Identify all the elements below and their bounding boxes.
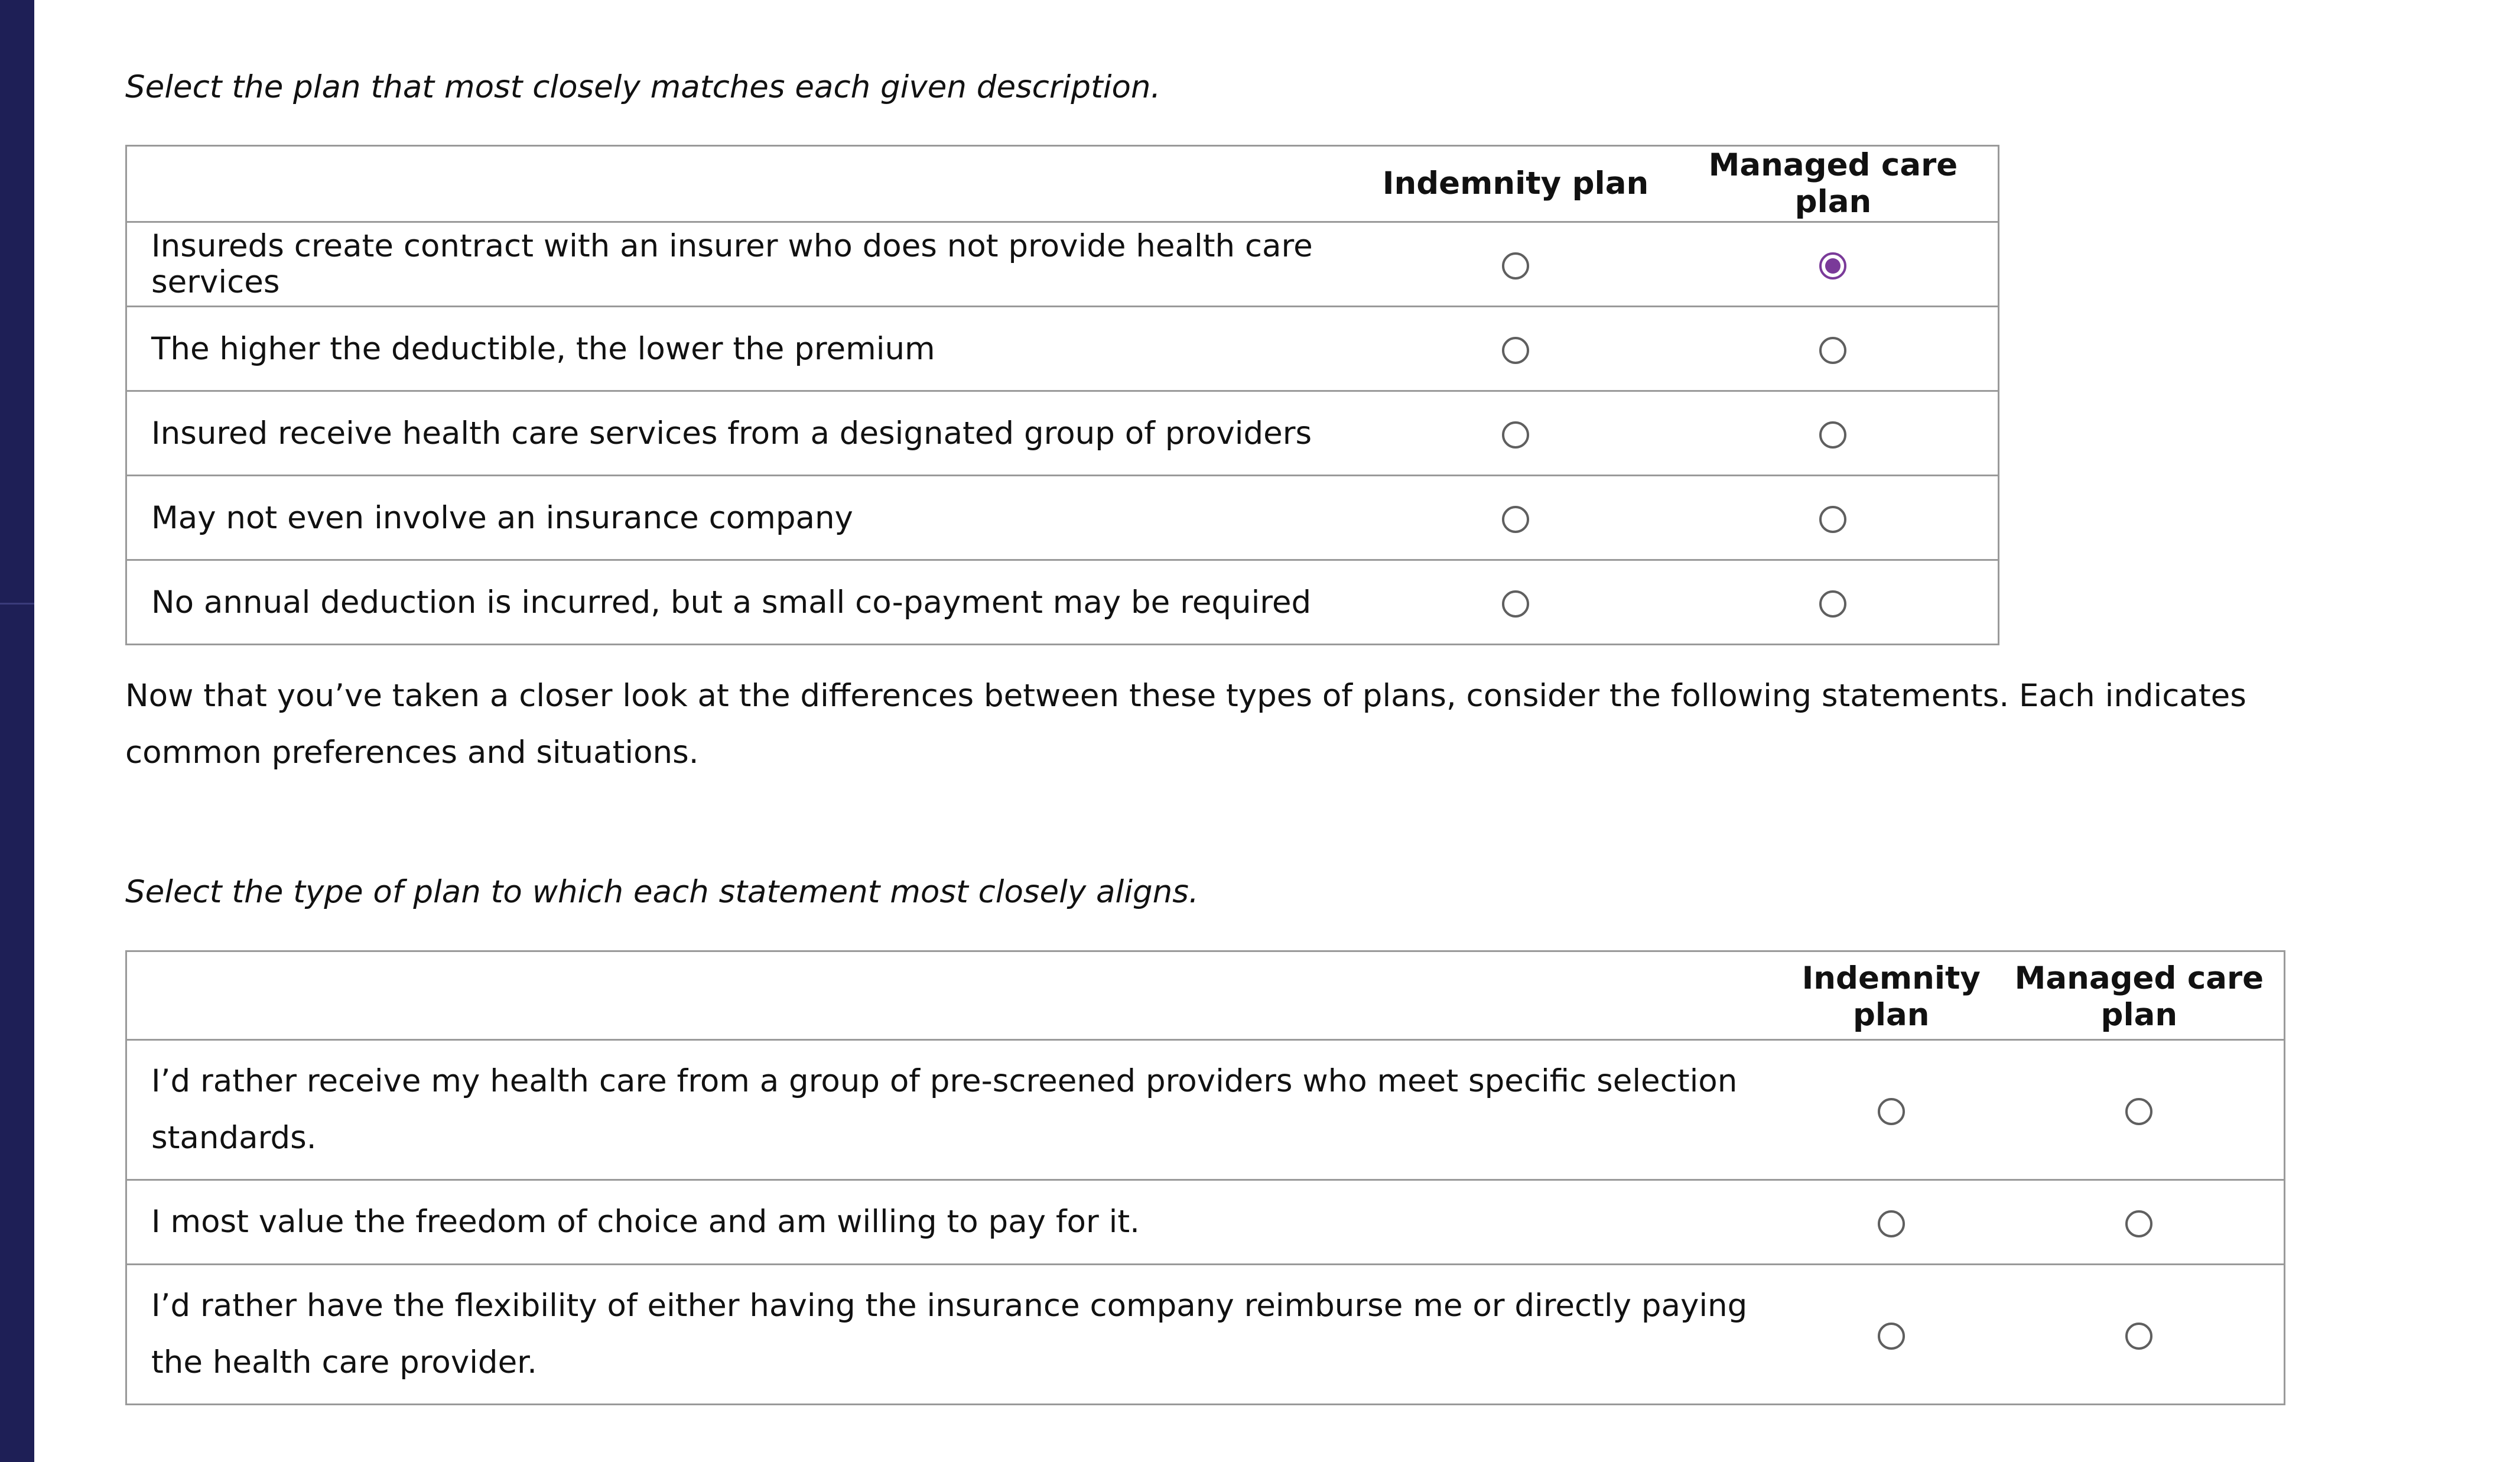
row-label: Insureds create contract with an insurer who does not provide health care services (126, 222, 1363, 307)
statement-alignment-matrix (125, 950, 2285, 1405)
radio-indemnity-plan[interactable] (1502, 506, 1529, 533)
column-header-managed-care (1995, 951, 2285, 1040)
table-row (126, 1040, 2285, 1180)
radio-indemnity-plan[interactable] (1502, 252, 1529, 280)
column-header-line: Indemnity (1802, 960, 1981, 996)
section2-instruction: Select the type of plan to which each statement most closely aligns. (125, 874, 1199, 910)
left-sidebar-bar (0, 0, 34, 1462)
radio-managed-care-plan[interactable] (1819, 337, 1846, 364)
column-header-line: plan (2100, 997, 2178, 1033)
table-row (126, 1180, 2285, 1265)
radio-managed-care-plan[interactable] (1819, 590, 1846, 618)
row-label: I’d rather have the flexibility of either having the insurance company reimburse me or directly paying the health care provider. (126, 1265, 1788, 1405)
radio-indemnity-plan[interactable] (1502, 590, 1529, 618)
matrix-header-row (126, 951, 2285, 1040)
radio-indemnity-plan[interactable] (1878, 1323, 1905, 1350)
radio-indemnity-plan[interactable] (1502, 421, 1529, 449)
row-label: The higher the deductible, the lower the premium (126, 307, 1363, 391)
row-label: No annual deduction is incurred, but a small co-payment may be required (126, 560, 1363, 645)
row-label: May not even involve an insurance company (126, 476, 1363, 560)
header-blank-cell (126, 146, 1363, 222)
explanation-paragraph: Now that you’ve taken a closer look at the differences between these types of plans, consider the following statements. Each indicates common preferences and situations. (125, 678, 2246, 771)
table-row (126, 307, 1999, 391)
row-label: I most value the freedom of choice and am willing to pay for it. (126, 1180, 1788, 1265)
radio-indemnity-plan[interactable] (1502, 337, 1529, 364)
table-row (126, 391, 1999, 476)
column-header-indemnity (1788, 951, 1995, 1040)
section1-instruction: Select the plan that most closely matches each given description. (125, 69, 1161, 105)
row-label: Insured receive health care services from a designated group of providers (126, 391, 1363, 476)
matrix-header-row (126, 146, 1999, 222)
plan-description-matrix (125, 145, 1999, 645)
radio-managed-care-plan[interactable] (2125, 1323, 2152, 1350)
radio-indemnity-plan[interactable] (1878, 1210, 1905, 1237)
radio-managed-care-plan[interactable] (2125, 1098, 2152, 1125)
sidebar-divider (0, 603, 34, 605)
table-row (126, 476, 1999, 560)
table-row (126, 222, 1999, 307)
column-header-indemnity: Indemnity plan (1363, 146, 1669, 222)
column-header-line: Managed care (2014, 960, 2264, 996)
radio-managed-care-plan[interactable] (2125, 1210, 2152, 1237)
radio-managed-care-plan[interactable] (1819, 252, 1846, 280)
radio-managed-care-plan[interactable] (1819, 421, 1846, 449)
header-blank-cell (126, 951, 1788, 1040)
table-row (126, 1265, 2285, 1405)
radio-managed-care-plan[interactable] (1819, 506, 1846, 533)
column-header-managed-care: Managed care plan (1669, 146, 1999, 222)
row-label: I’d rather receive my health care from a group of pre-screened providers who meet specific selection standards. (126, 1040, 1788, 1180)
column-header-line: plan (1852, 997, 1930, 1033)
table-row (126, 560, 1999, 645)
radio-indemnity-plan[interactable] (1878, 1098, 1905, 1125)
